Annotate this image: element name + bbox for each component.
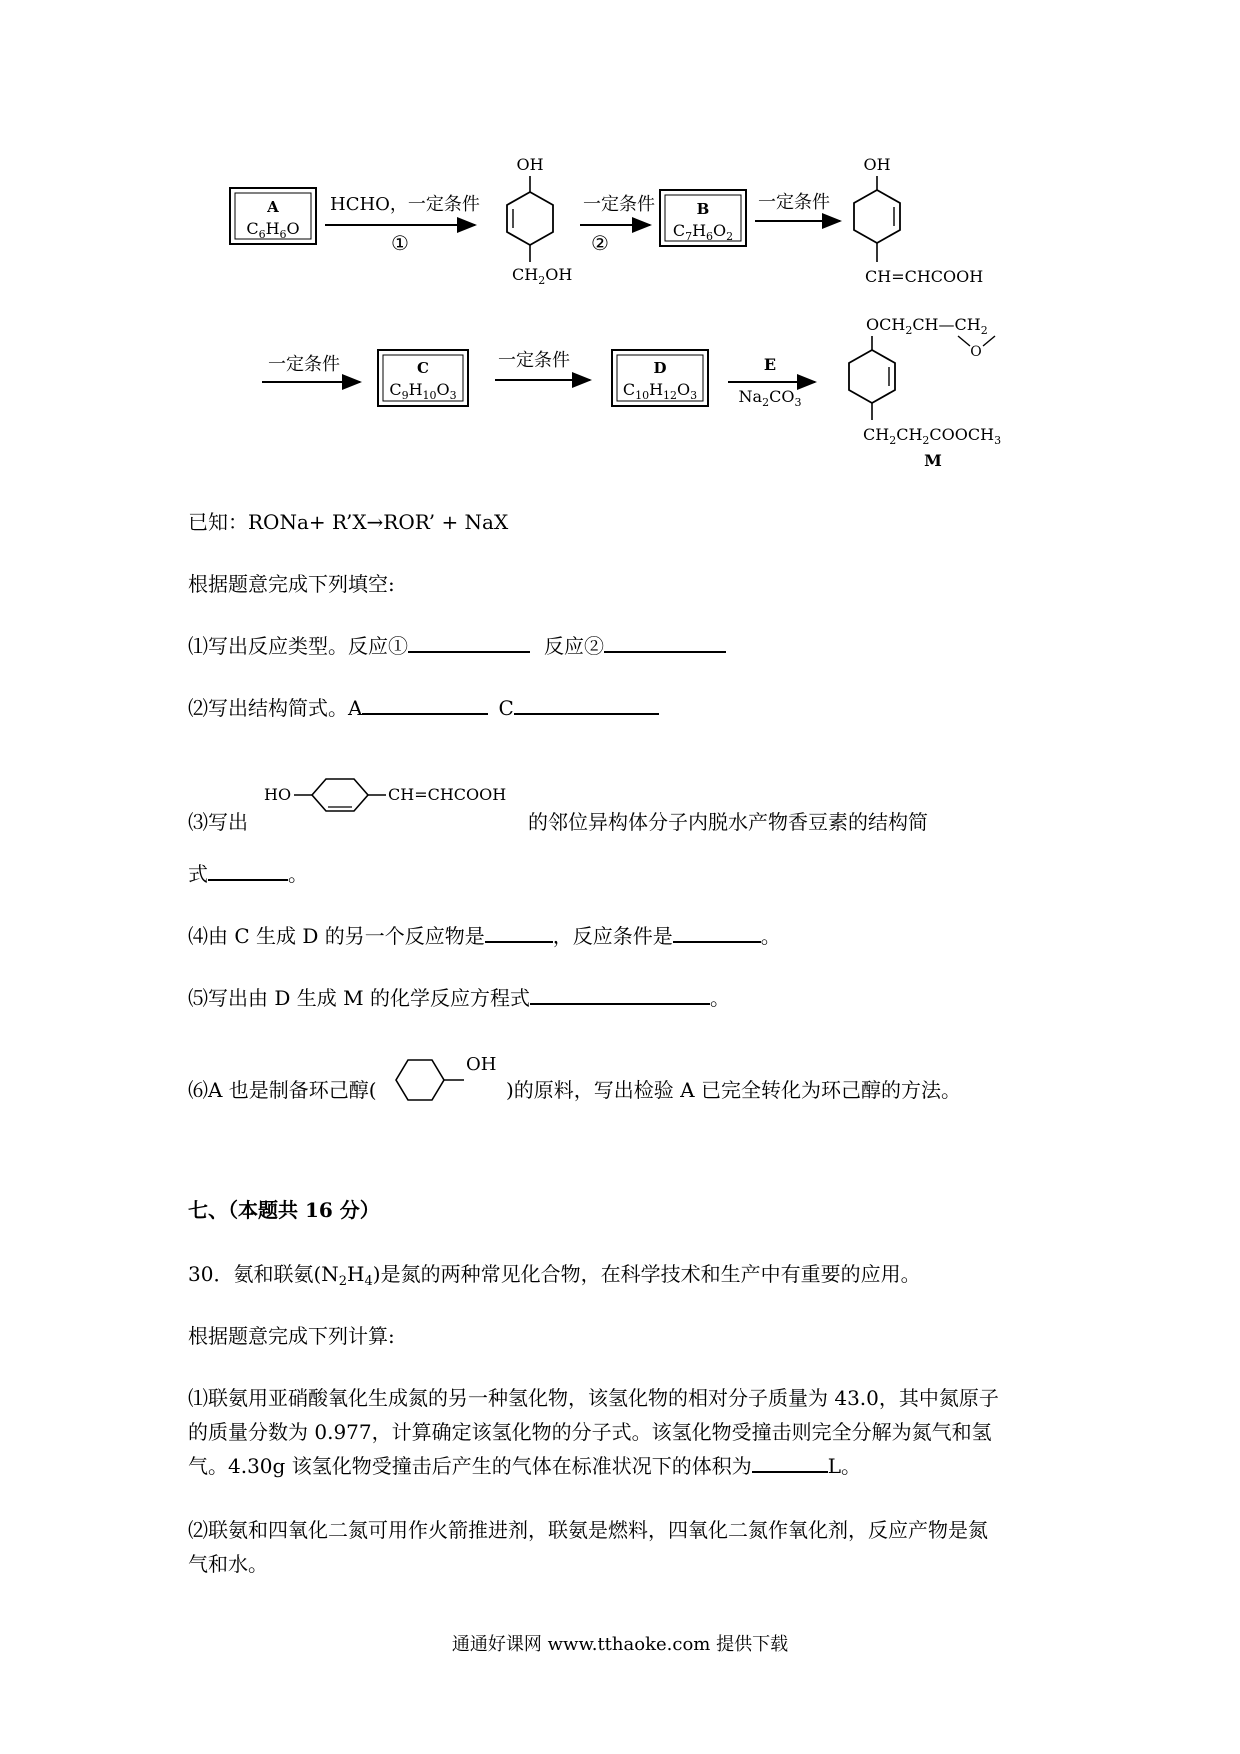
- intermediate-2-structure: [854, 155, 983, 286]
- step1-reagent: HCHO，一定条件: [330, 194, 480, 215]
- q30-1-line2: 的质量分数为 0.977，计算确定该氢化物的分子式。该氢化物受撞击则完全分解为氮气和氢: [188, 1420, 992, 1444]
- q5-prefix: ⑸写出由 D 生成 M 的化学反应方程式: [188, 986, 530, 1010]
- m-epoxide-o: O: [970, 344, 982, 360]
- q1-blank-1[interactable]: [408, 633, 530, 653]
- q6-prefix: ⑹A 也是制备环己醇(: [188, 1078, 377, 1102]
- step4-condition: 一定条件: [268, 354, 340, 375]
- q3-blank[interactable]: [208, 861, 288, 881]
- compound-d-box: [612, 350, 708, 406]
- step2-condition: 一定条件: [583, 194, 655, 215]
- compound-d-label: D: [653, 359, 667, 377]
- question-4: [188, 922, 781, 950]
- q3-struct-ho: HO: [264, 785, 292, 804]
- q30-1-blank[interactable]: [752, 1453, 828, 1473]
- q4-blank-1[interactable]: [485, 923, 553, 943]
- instruction-fill: 根据题意完成下列填空:: [188, 572, 395, 596]
- compound-a-label: A: [267, 198, 279, 216]
- q2-blank-c[interactable]: [514, 695, 659, 715]
- step6-reagent: E: [763, 355, 777, 374]
- q30-1-line3-end: L。: [827, 1454, 861, 1478]
- q3-suffix: 的邻位异构体分子内脱水产物香豆素的结构简: [528, 810, 928, 834]
- q2-prefix: ⑵写出结构简式。A: [188, 696, 363, 720]
- q30-1-line1: ⑴联氨用亚硝酸氧化生成氮的另一种氢化物，该氢化物的相对分子质量为 43.0，其中氮原子: [188, 1386, 999, 1410]
- m-top-group: $OCH_2CH—CH_2$: [866, 315, 988, 337]
- reaction-scheme: [0, 140, 1240, 480]
- q3-struct-side: CH=CHCOOH: [388, 785, 507, 804]
- q1-prefix: ⑴写出反应类型。反应①: [188, 634, 408, 658]
- question-1: [188, 632, 726, 660]
- section-7-heading: 七、（本题共 16 分）: [188, 1198, 380, 1222]
- q30-1-line3-text: 气。4.30g 该氢化物受撞击后产生的气体在标准状况下的体积为: [188, 1454, 752, 1478]
- step5-condition: 一定条件: [498, 350, 570, 371]
- q4-blank-2[interactable]: [673, 923, 761, 943]
- known-reaction: 已知：RONa+ R’X→ROR’ + NaX: [188, 510, 509, 534]
- int2-oh: OH: [863, 155, 891, 174]
- q2-blank-a[interactable]: [362, 695, 488, 715]
- problem-30-intro: 30．氨和联氨$(N_2H_4)$是氮的两种常见化合物，在科学技术和生产中有重要的应用。: [188, 1262, 921, 1289]
- q1-blank-2[interactable]: [604, 633, 726, 653]
- compound-a-box: [230, 188, 316, 244]
- step3-condition: 一定条件: [758, 192, 830, 213]
- instruction-calc: 根据题意完成下列计算:: [188, 1324, 395, 1348]
- compound-b-formula: $C_7H_6O_2$: [672, 221, 734, 243]
- q1-mid: 反应②: [544, 634, 604, 658]
- compound-a-formula: $C_6H_6O$: [246, 219, 300, 241]
- compound-c-formula: $C_9H_{10}O_3$: [389, 380, 457, 402]
- q4-end: 。: [760, 924, 781, 948]
- m-bottom-group: $CH_2CH_2COOCH_3$: [863, 425, 1002, 447]
- page-footer: 通通好课网 www.tthaoke.com 提供下载: [451, 1634, 789, 1655]
- q3-cont: 式: [188, 862, 208, 886]
- question-5: [188, 984, 730, 1012]
- q3-prefix: ⑶写出: [188, 810, 248, 834]
- q6-struct-oh: OH: [466, 1054, 497, 1075]
- product-m-structure: [849, 315, 1001, 470]
- intermediate-1-structure: [507, 155, 572, 287]
- q3-continuation: [188, 860, 308, 888]
- q30-2-line2: 气和水。: [188, 1552, 268, 1576]
- q6-cyclohexanol-structure: [392, 1050, 508, 1110]
- q3-end: 。: [288, 862, 308, 886]
- int1-oh: OH: [516, 155, 544, 174]
- q5-end: 。: [709, 986, 730, 1010]
- step1-number: ①: [391, 231, 409, 255]
- q5-blank[interactable]: [530, 985, 710, 1005]
- q30-1-line3: [188, 1452, 861, 1480]
- q3-structure: [262, 770, 522, 830]
- compound-c-label: C: [417, 359, 429, 377]
- m-label: M: [924, 451, 942, 470]
- q4-mid: ，反应条件是: [552, 924, 673, 948]
- compound-c-box: [378, 350, 468, 406]
- q6-suffix: )的原料，写出检验 A 已完全转化为环己醇的方法。: [506, 1078, 961, 1102]
- compound-b-label: B: [696, 200, 710, 218]
- int2-side-chain: CH=CHCOOH: [865, 267, 984, 286]
- step2-number: ②: [591, 231, 609, 255]
- q30-2-line1: ⑵联氨和四氧化二氮可用作火箭推进剂，联氨是燃料，四氧化二氮作氧化剂，反应产物是氮: [188, 1518, 988, 1542]
- q2-mid: C: [498, 696, 514, 720]
- question-2: [188, 694, 659, 722]
- q4-prefix: ⑷由 C 生成 D 的另一个反应物是: [188, 924, 485, 948]
- int1-ch2oh: $CH_2OH$: [512, 265, 573, 287]
- step6-condition: $Na_2CO_3$: [738, 387, 802, 409]
- compound-b-box: [660, 190, 746, 246]
- compound-d-formula: $C_{10}H_{12}O_3$: [622, 380, 698, 402]
